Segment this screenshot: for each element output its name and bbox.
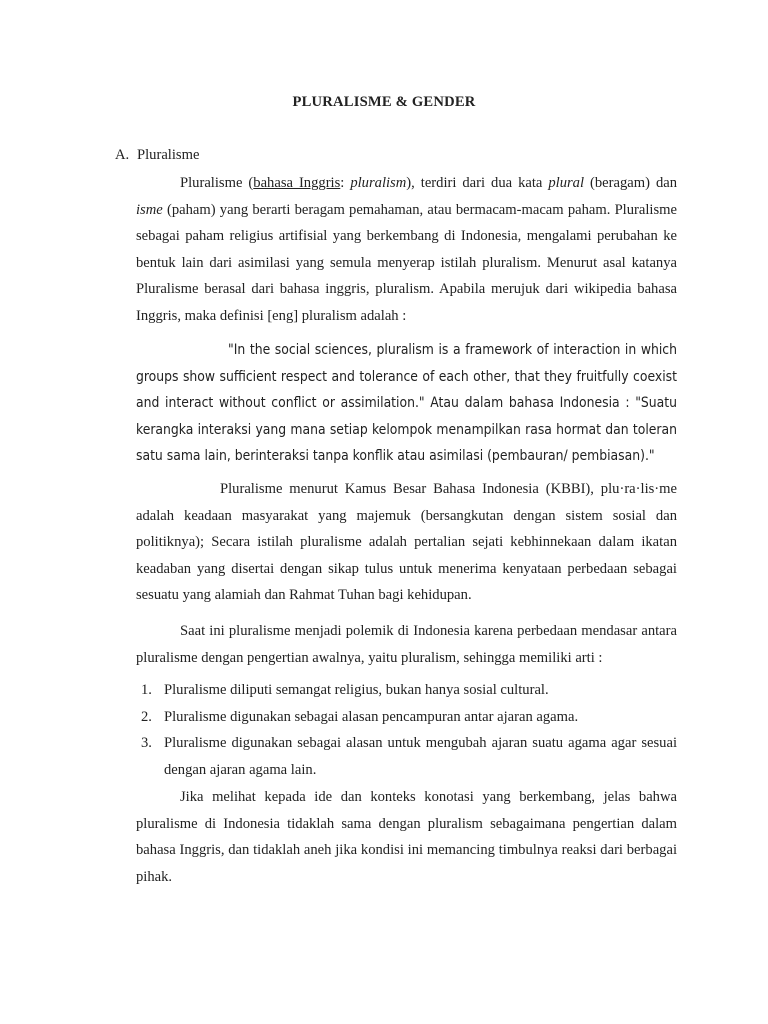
section-letter: A. — [115, 147, 130, 163]
quote-paragraph: "In the social sciences, pluralism is a framework of interaction in which groups show sufficient respect and tolerance of each other, that they fruitfully coexist and interact without conflict or assimilation." Atau dalam bahasa Indonesia : "Suatu kerangka interaksi yang mana setiap kelompok menampilkan rasa hormat dan toleran satu sama lain, berinteraksi tanpa konflik atau asimilasi (pembauran/ pembiasan)." — [136, 342, 677, 464]
list-number: 1. — [141, 682, 152, 698]
paragraph-polemik: Saat ini pluralisme menjadi polemik di Indonesia karena perbedaan mendasar antara pluralisme dengan pengertian awalnya, yaitu pluralism, sehingga memiliki arti : — [136, 623, 677, 666]
paragraph-conclusion: Jika melihat kepada ide dan konteks konotasi yang berkembang, jelas bahwa pluralisme di Indonesia tidaklah sama dengan pluralism sebagaimana pengertian dalam bahasa Inggris, dan tidaklah aneh jika kondisi ini memancing timbulnya reaksi dari berbagai pihak. — [136, 789, 677, 885]
list-item-text: Pluralisme digunakan sebagai alasan untuk mengubah ajaran suatu agama agar sesuai dengan ajaran agama lain. — [164, 735, 677, 778]
list-number: 3. — [141, 735, 152, 751]
list-item — [136, 704, 677, 731]
list-item-text: Pluralisme diliputi semangat religius, bukan hanya sosial cultural. — [164, 682, 549, 698]
paragraph-definition — [136, 170, 677, 329]
list-item — [136, 677, 677, 704]
p1-italic-pluralism: pluralism — [350, 175, 407, 191]
section-heading — [115, 147, 199, 164]
section-heading-text: Pluralisme — [137, 147, 200, 163]
list-item — [136, 730, 677, 783]
p1-text-b: : — [340, 175, 351, 191]
p1-text-e: (paham) yang berarti beragam pemahaman, atau bermacam-macam paham. Pluralisme sebagai paham religius artifisial yang berkembang di Indonesia, mengalami perubahan ke bentuk lain dari asimilasi yang semula menyerap istilah pluralism. Menurut asal katanya Pluralisme berasal dari bahasa inggris, pluralism. Apabila merujuk dari wikipedia bahasa Inggris, maka definisi [eng] pluralism adalah : — [136, 201, 677, 324]
p1-text-d: (beragam) dan — [584, 175, 678, 191]
bahasa-inggris-link[interactable]: bahasa Inggris — [253, 175, 341, 191]
list-item-text: Pluralisme digunakan sebagai alasan pencampuran antar ajaran agama. — [164, 708, 579, 725]
meaning-list — [136, 677, 677, 783]
list-number: 2. — [141, 708, 152, 725]
paragraph-kbbi: Pluralisme menurut Kamus Besar Bahasa Indonesia (KBBI), plu·ra·lis·me adalah keadaan masyarakat yang majemuk (bersangkutan dengan sistem sosial dan politiknya); Secara istilah pluralisme adalah pertalian sejati kebhinnekaan dalam ikatan keadaban yang disertai dengan sikap tulus untuk menerima kenyataan perbedaan sebagai sesuatu yang alamiah dan Rahmat Tuhan bagi kehidupan. — [136, 481, 677, 603]
p1-italic-plural: plural — [548, 175, 585, 191]
p1-text-a: Pluralisme ( — [180, 175, 254, 191]
p1-text-c: ), terdiri dari dua kata — [406, 175, 549, 191]
document-title: PLURALISME & GENDER — [292, 94, 476, 110]
p1-italic-isme: isme — [136, 201, 163, 218]
